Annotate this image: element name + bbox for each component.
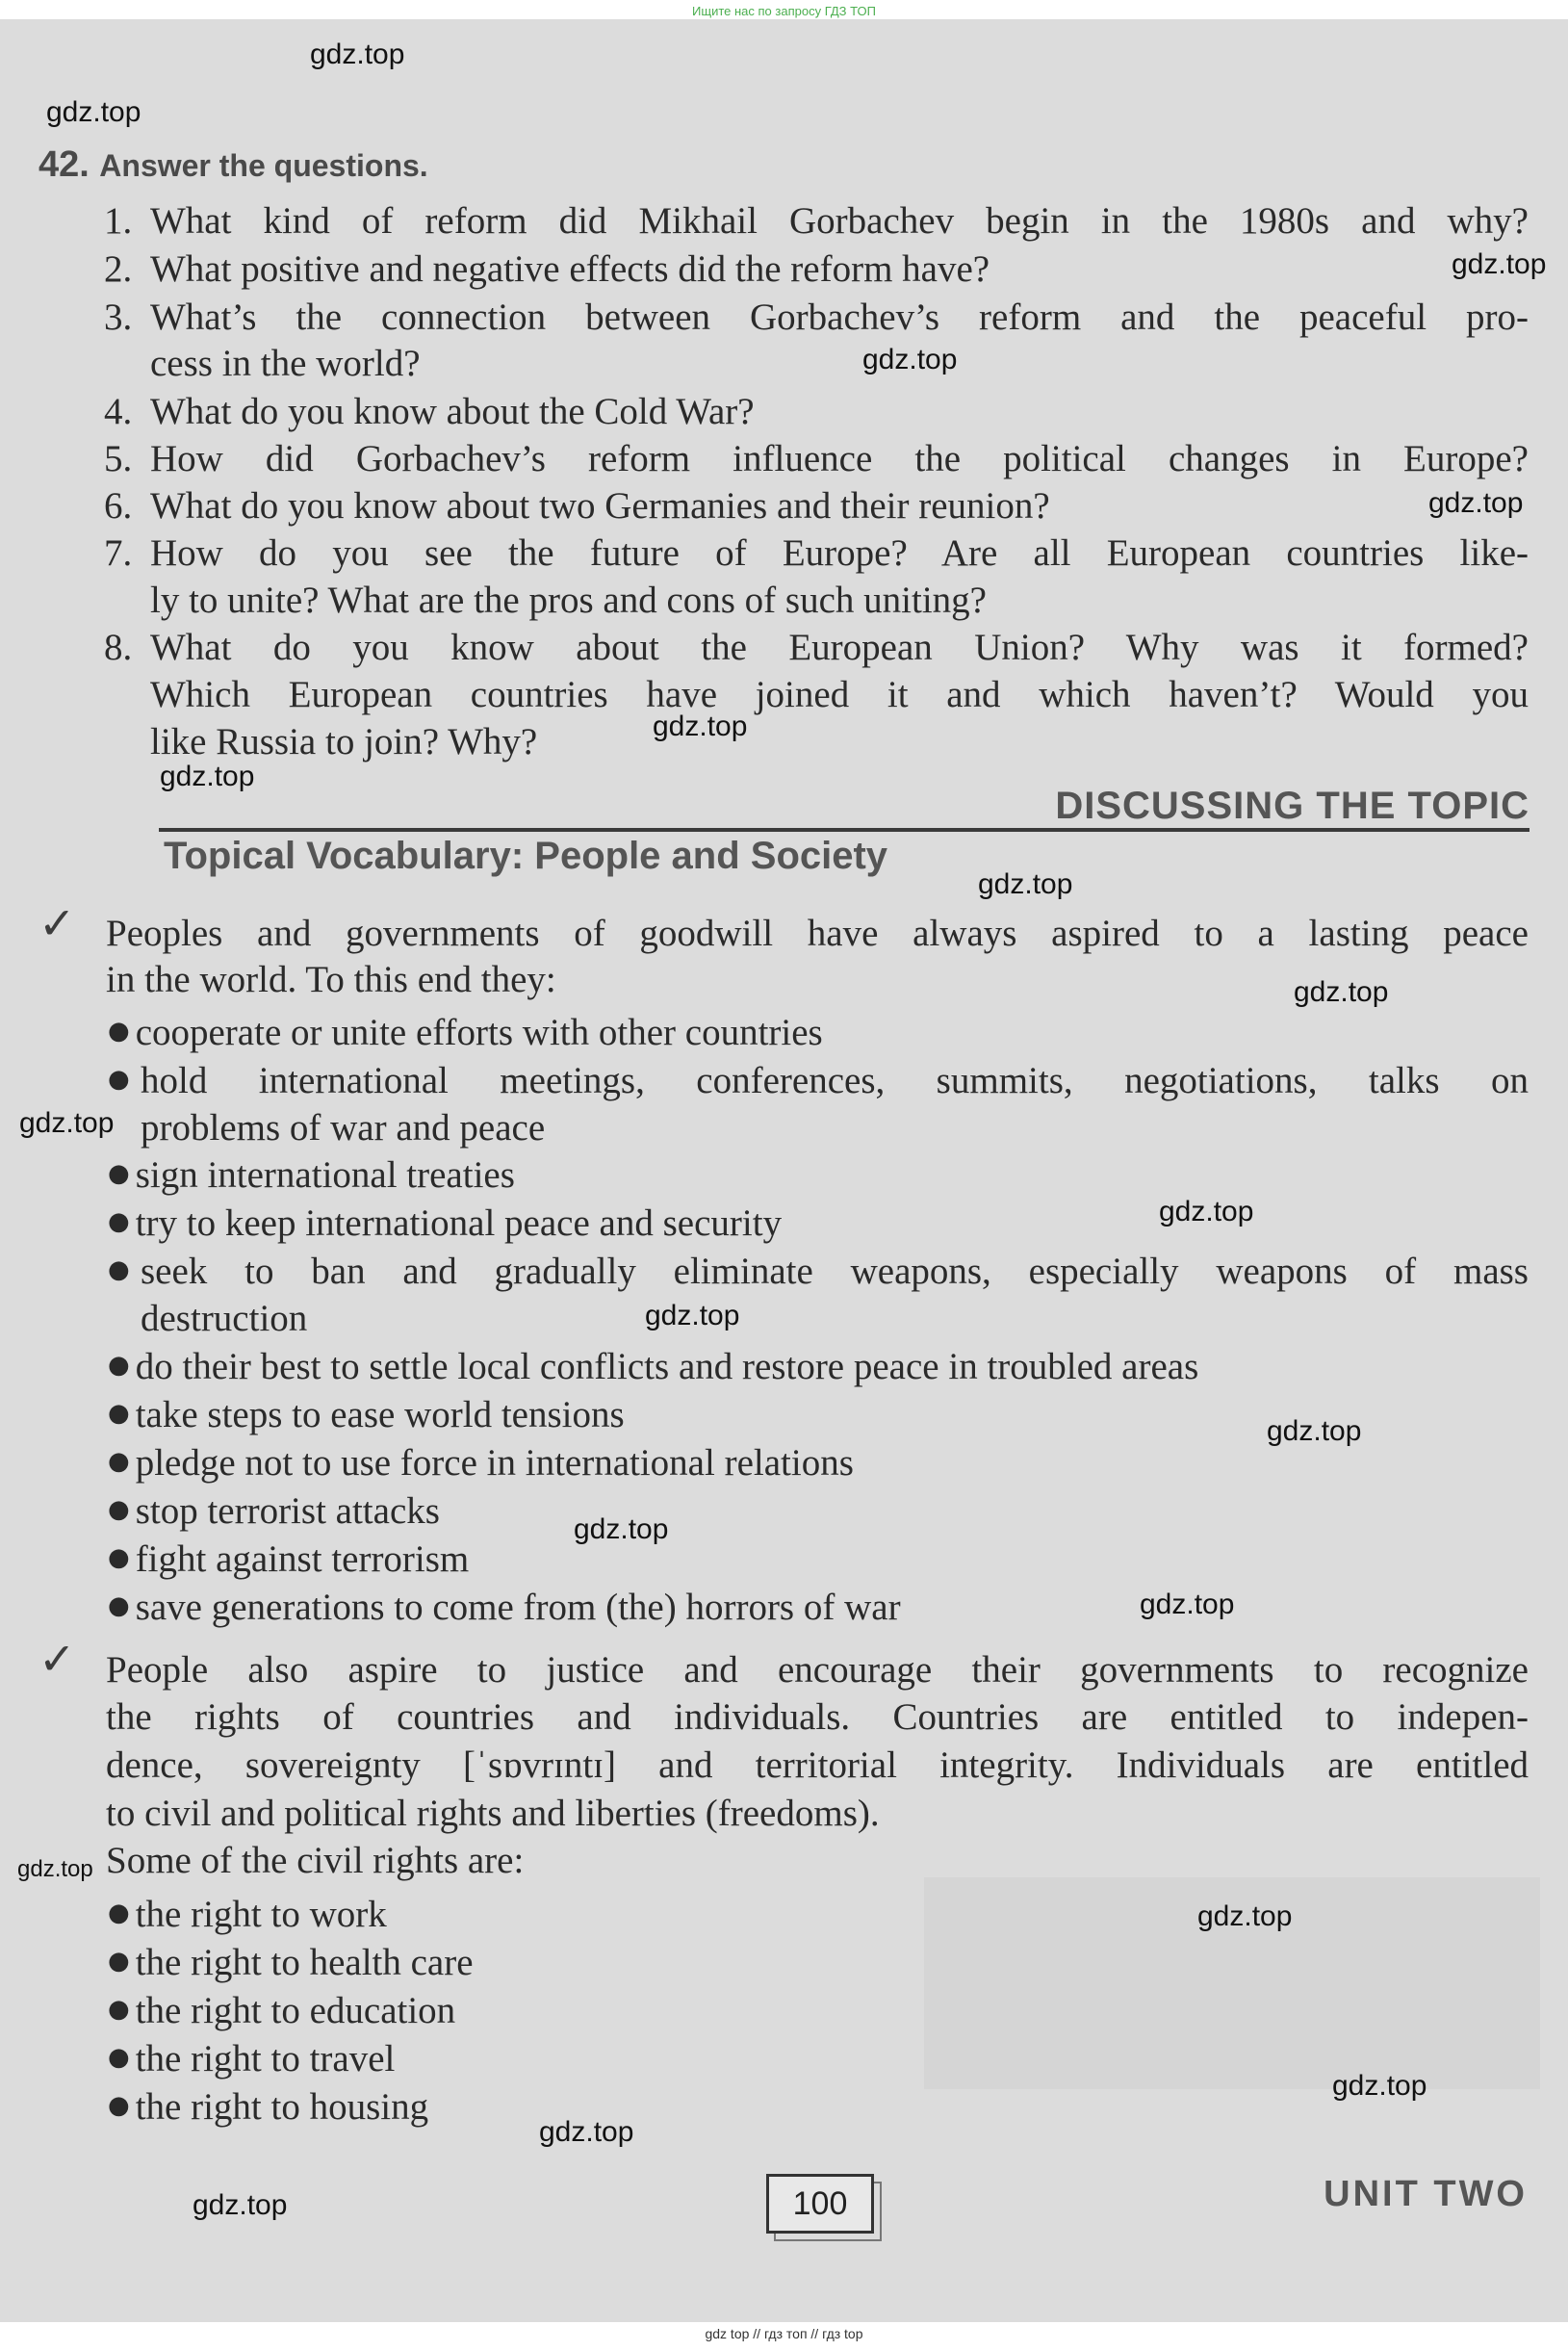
watermark: gdz.top bbox=[539, 2116, 634, 2148]
question-number: 7. bbox=[104, 532, 133, 574]
watermark: gdz.top bbox=[1159, 1196, 1254, 1227]
question-3-line-2: cess in the world? bbox=[150, 343, 421, 384]
question-number: 5. bbox=[104, 438, 133, 479]
block-2-line-2: the rights of countries and individuals. Countries are entitled to indepen- bbox=[106, 1696, 1529, 1738]
list-item bbox=[108, 1253, 136, 1290]
bullet-icon: ● bbox=[108, 1159, 130, 1188]
watermark: gdz.top bbox=[862, 344, 958, 375]
exercise-number: 42. bbox=[39, 144, 90, 185]
question-number: 6. bbox=[104, 485, 133, 527]
bullet-icon: ● bbox=[108, 1255, 130, 1284]
bullet-icon: ● bbox=[108, 1017, 130, 1046]
check-mark-icon: ✓ bbox=[39, 1633, 76, 1685]
list-item-text: seek to ban and gradually eliminate weapons, especially weapons of mass bbox=[141, 1251, 1529, 1292]
watermark: gdz.top bbox=[645, 1300, 740, 1331]
bullet-icon: ● bbox=[108, 1207, 130, 1236]
block-1-line-2: in the world. To this end they: bbox=[106, 959, 556, 1000]
watermark: gdz.top bbox=[193, 2189, 288, 2221]
unit-label: UNIT TWO bbox=[1324, 2174, 1528, 2214]
exercise-title: Answer the questions. bbox=[99, 148, 428, 183]
bullet-icon: ● bbox=[108, 1543, 130, 1572]
bullet-icon: ● bbox=[108, 1495, 130, 1524]
list-item bbox=[108, 1062, 136, 1099]
block-2-line-5: Some of the civil rights are: bbox=[106, 1840, 525, 1881]
watermark: gdz.top bbox=[1197, 1900, 1293, 1932]
watermark: gdz.top bbox=[1452, 248, 1547, 280]
watermark: gdz.top bbox=[978, 868, 1073, 900]
bottom-footer: gdz top // гдз топ // гдз top bbox=[705, 2326, 863, 2341]
exercise-heading bbox=[39, 144, 428, 186]
section-label: DISCUSSING THE TOPIC bbox=[1055, 785, 1529, 827]
list-item: ● do their best to settle local conflicts and restore peace in troubled areas bbox=[108, 1346, 1199, 1387]
section-divider bbox=[159, 828, 1529, 832]
question-8-line-2: Which European countries have joined it and which haven’t? Would you bbox=[150, 674, 1529, 715]
list-item: ● the right to education bbox=[108, 1990, 456, 2031]
watermark: gdz.top bbox=[160, 761, 255, 792]
vocabulary-title: Topical Vocabulary: People and Society bbox=[164, 835, 888, 877]
watermark: gdz.top bbox=[46, 96, 141, 128]
question-8-line-1: What do you know about the European Union? Why was it formed? bbox=[150, 627, 1529, 668]
question-number: 4. bbox=[104, 391, 133, 432]
page-number: 100 bbox=[766, 2174, 874, 2234]
watermark: gdz.top bbox=[1428, 487, 1524, 519]
list-item: ● cooperate or unite efforts with other countries bbox=[108, 1012, 823, 1053]
bullet-icon: ● bbox=[108, 1591, 130, 1620]
check-mark-icon: ✓ bbox=[39, 897, 76, 949]
block-2-line-1: People also aspire to justice and encourage their governments to recognize bbox=[106, 1649, 1529, 1691]
list-item-continuation: problems of war and peace bbox=[141, 1107, 546, 1149]
list-item: ● the right to housing bbox=[108, 2086, 429, 2128]
question-number: 1. bbox=[104, 200, 133, 242]
watermark: gdz.top bbox=[574, 1513, 669, 1545]
question-7-line-2: ly to unite? What are the pros and cons of such uniting? bbox=[150, 580, 987, 621]
question-number: 3. bbox=[104, 297, 133, 338]
block-1-line-1: Peoples and governments of goodwill have always aspired to a lasting peace bbox=[106, 913, 1529, 954]
list-item: ● try to keep international peace and security bbox=[108, 1202, 783, 1244]
watermark: gdz.top bbox=[1140, 1589, 1235, 1620]
watermark: gdz.top bbox=[653, 710, 748, 742]
bullet-icon: ● bbox=[108, 1399, 130, 1428]
bullet-icon: ● bbox=[108, 2091, 130, 2120]
list-item: ● save generations to come from (the) horrors of war bbox=[108, 1587, 901, 1628]
question-1-line-1: What kind of reform did Mikhail Gorbachev begin in the 1980s and why? bbox=[150, 200, 1529, 242]
question-number: 2. bbox=[104, 248, 133, 290]
list-item: ● stop terrorist attacks bbox=[108, 1490, 440, 1532]
question-3-line-1: What’s the connection between Gorbachev’s reform and the peaceful pro- bbox=[150, 297, 1529, 338]
list-item: ● sign international treaties bbox=[108, 1154, 515, 1196]
watermark: gdz.top bbox=[310, 39, 405, 70]
list-item-continuation: destruction bbox=[141, 1298, 308, 1339]
watermark: gdz.top bbox=[1332, 2070, 1427, 2102]
question-5-line-1: How did Gorbachev’s reform influence the political changes in Europe? bbox=[150, 438, 1529, 479]
watermark: gdz.top bbox=[17, 1856, 93, 1882]
list-item: ● fight against terrorism bbox=[108, 1538, 470, 1580]
watermark: gdz.top bbox=[19, 1107, 115, 1139]
question-4-line-1: What do you know about the Cold War? bbox=[150, 391, 755, 432]
list-item: ● the right to work bbox=[108, 1894, 387, 1935]
list-item: ● the right to travel bbox=[108, 2038, 396, 2080]
list-item: ● take steps to ease world tensions bbox=[108, 1394, 625, 1435]
list-item: ● the right to health care bbox=[108, 1942, 474, 1983]
block-2-line-3: dence, sovereignty [ˈsɒvrɪntɪ] and territorial integrity. Individuals are entitled bbox=[106, 1744, 1529, 1786]
watermark: gdz.top bbox=[1294, 976, 1389, 1008]
watermark: gdz.top bbox=[1267, 1415, 1362, 1447]
bullet-icon: ● bbox=[108, 1947, 130, 1976]
list-item-text: hold international meetings, conferences, summits, negotiations, talks on bbox=[141, 1060, 1529, 1101]
top-banner: Ищите нас по запросу ГДЗ ТОП bbox=[692, 4, 876, 18]
question-8-line-3: like Russia to join? Why? bbox=[150, 721, 538, 762]
question-2-line-1: What positive and negative effects did the reform have? bbox=[150, 248, 990, 290]
question-number: 8. bbox=[104, 627, 133, 668]
block-2-line-4: to civil and political rights and liberties (freedoms). bbox=[106, 1793, 880, 1834]
bullet-icon: ● bbox=[108, 1899, 130, 1927]
list-item: ● pledge not to use force in international relations bbox=[108, 1442, 854, 1484]
question-7-line-1: How do you see the future of Europe? Are all European countries like- bbox=[150, 532, 1529, 574]
bullet-icon: ● bbox=[108, 1065, 130, 1094]
bullet-icon: ● bbox=[108, 1995, 130, 2024]
bullet-icon: ● bbox=[108, 2043, 130, 2072]
bullet-icon: ● bbox=[108, 1447, 130, 1476]
question-6-line-1: What do you know about two Germanies and their reunion? bbox=[150, 485, 1050, 527]
bullet-icon: ● bbox=[108, 1351, 130, 1380]
